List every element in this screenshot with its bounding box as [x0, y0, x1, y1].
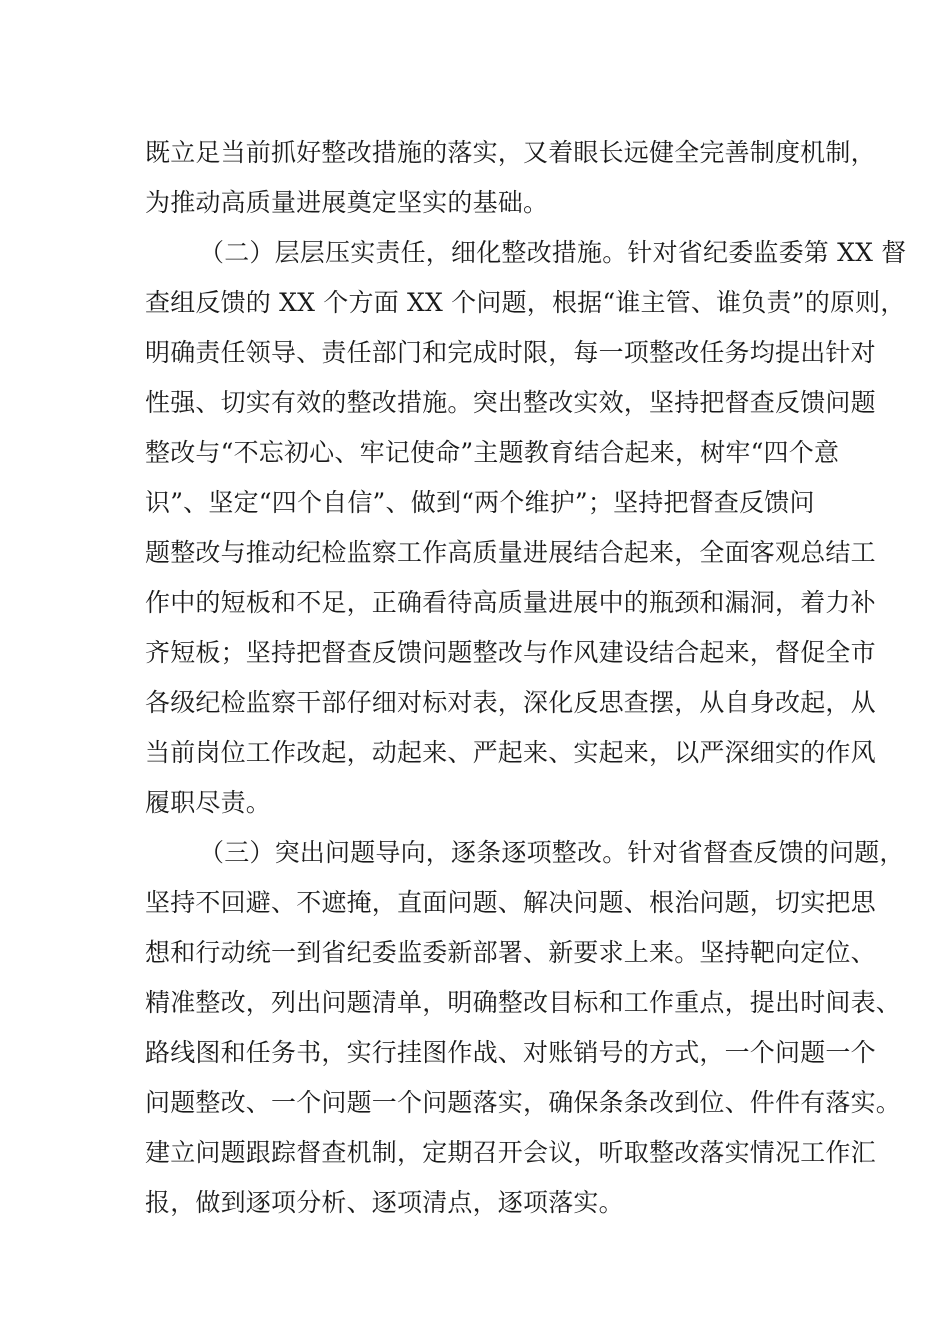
paragraph-line: 建立问题跟踪督查机制，定期召开会议，听取整改落实情况工作汇 [145, 1138, 876, 1167]
document-body [145, 128, 907, 1228]
paragraph-line: 性强、切实有效的整改措施。突出整改实效，坚持把督查反馈问题 [145, 388, 876, 417]
paragraph-line: 明确责任领导、责任部门和完成时限，每一项整改任务均提出针对 [145, 338, 876, 367]
paragraph-line: 齐短板；坚持把督查反馈问题整改与作风建设结合起来，督促全市 [145, 638, 876, 667]
paragraph-line: 各级纪检监察干部仔细对标对表，深化反思查摆，从自身改起，从 [145, 688, 876, 717]
paragraph-line: 报，做到逐项分析、逐项清点，逐项落实。 [145, 1188, 624, 1217]
paragraph-line: （三）突出问题导向，逐条逐项整改。针对省督查反馈的问题， [199, 838, 905, 867]
paragraph-line: 路线图和任务书，实行挂图作战、对账销号的方式，一个问题一个 [145, 1038, 876, 1067]
paragraph-line: 作中的短板和不足，正确看待高质量进展中的瓶颈和漏洞，着力补 [145, 588, 876, 617]
paragraph-line: 整改与“不忘初心、牢记使命”主题教育结合起来，树牢“四个意 [145, 438, 840, 467]
paragraph-line: 题整改与推动纪检监察工作高质量进展结合起来，全面客观总结工 [145, 538, 876, 567]
paragraph-line: 识”、坚定“四个自信”、做到“两个维护”；坚持把督查反馈问 [145, 488, 815, 517]
paragraph-line: 既立足当前抓好整改措施的落实，又着眼长远健全完善制度机制， [145, 138, 876, 167]
paragraph-line: 查组反馈的 XX 个方面 XX 个问题，根据“谁主管、谁负责”的原则， [145, 288, 906, 317]
paragraph-line: 为推动高质量进展奠定坚实的基础。 [145, 188, 549, 217]
paragraph-line: 想和行动统一到省纪委监委新部署、新要求上来。坚持靶向定位、 [145, 938, 876, 967]
paragraph-line: 坚持不回避、不遮掩，直面问题、解决问题、根治问题，切实把思 [145, 888, 876, 917]
paragraph-2 [145, 228, 907, 828]
paragraph-line: 当前岗位工作改起，动起来、严起来、实起来，以严深细实的作风 [145, 738, 876, 767]
paragraph-line: （二）层层压实责任，细化整改措施。针对省纪委监委第 XX 督 [199, 238, 907, 267]
paragraph-line: 问题整改、一个问题一个问题落实，确保条条改到位、件件有落实。 [145, 1088, 902, 1117]
paragraph-line: 履职尽责。 [145, 788, 272, 817]
paragraph-1 [145, 128, 876, 228]
paragraph-3 [145, 828, 905, 1228]
paragraph-line: 精准整改，列出问题清单，明确整改目标和工作重点，提出时间表、 [145, 988, 902, 1017]
